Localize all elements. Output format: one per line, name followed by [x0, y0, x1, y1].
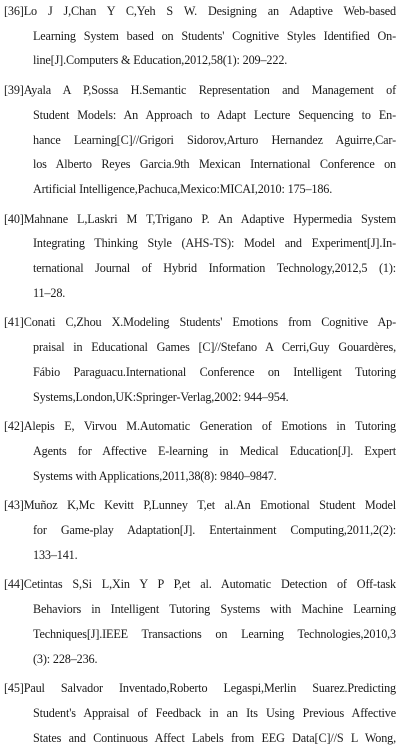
reference-line: Student's Appraisal of Feedback in an Its Using Previous Affective	[33, 705, 396, 720]
reference-line: Integrating Thinking Style (AHS-TS): Model and Experiment[J].In-	[33, 236, 396, 251]
reference-number: [39]	[4, 83, 24, 98]
reference-number: [43]	[4, 498, 24, 513]
reference-40	[4, 207, 396, 306]
reference-list	[4, 0, 396, 755]
reference-line: Fábio Paraguacu.International Conference on Intelligent Tutoring	[33, 364, 396, 379]
reference-number: [40]	[4, 211, 24, 226]
reference-line: [41]Conati C,Zhou X.Modeling Students' Emotions from Cognitive Ap-	[4, 315, 396, 330]
reference-42	[4, 414, 396, 488]
reference-line: [40]Mahnane L,Laskri M T,Trigano P. An Adaptive Hypermedia System	[4, 211, 396, 226]
reference-41	[4, 310, 396, 409]
reference-44	[4, 572, 396, 671]
reference-line: [43]Muñoz K,Mc Kevitt P,Lunney T,et al.An Emotional Student Model	[4, 498, 396, 513]
reference-line: States and Continuous Affect Labels from EEG Data[C]//S L Wong,	[33, 730, 396, 745]
reference-45	[4, 676, 396, 750]
reference-line: [36]Lo J J,Chan Y C,Yeh S W. Designing an Adaptive Web-based	[4, 4, 396, 18]
reference-line: Systems with Applications,2011,38(8): 9840–9847.	[33, 468, 277, 483]
reference-number: [45]	[4, 681, 24, 696]
reference-line: [39]Ayala A P,Sossa H.Semantic Representation and Management of	[4, 83, 396, 98]
reference-line: for Game-play Adaptation[J]. Entertainment Computing,2011,2(2):	[33, 523, 396, 538]
reference-line: Learning System based on Students' Cognitive Styles Identified On-	[33, 28, 396, 43]
reference-line: [44]Cetintas S,Si L,Xin Y P P,et al. Automatic Detection of Off-task	[4, 577, 396, 592]
reference-line: [42]Alepis E, Virvou M.Automatic Generation of Emotions in Tutoring	[4, 419, 396, 434]
reference-line: ternational Journal of Hybrid Information Technology,2012,5 (1):	[33, 261, 396, 276]
reference-line: hance Learning[C]//Grigori Sidorov,Arturo Hernandez Aguirre,Car-	[33, 132, 396, 147]
reference-line: Artificial Intelligence,Pachuca,Mexico:MICAI,2010: 175–186.	[33, 181, 333, 196]
reference-line: 133–141.	[33, 547, 78, 562]
reference-line: Student Models: An Approach to Adapt Lecture Sequencing to En-	[33, 107, 396, 122]
reference-36	[4, 0, 396, 73]
reference-line: line[J].Computers & Education,2012,58(1): 209–222.	[33, 53, 288, 68]
reference-line: 11–28.	[33, 285, 66, 300]
reference-number: [36]	[4, 4, 24, 18]
reference-number: [41]	[4, 315, 24, 330]
reference-line: Systems,London,UK:Springer-Verlag,2002: 944–954.	[33, 389, 289, 404]
reference-line: Agents for Affective E-learning in Medical Education[J]. Expert	[33, 443, 396, 458]
reference-43	[4, 493, 396, 567]
reference-number: [42]	[4, 419, 24, 434]
reference-line: los Alberto Reyes Garcia.9th Mexican International Conference on	[33, 157, 396, 172]
reference-line: Behaviors in Intelligent Tutoring Systems with Machine Learning	[33, 602, 396, 617]
reference-line: praisal in Educational Games [C]//Stefano A Cerri,Guy Gouardères,	[33, 340, 396, 355]
reference-number: [44]	[4, 577, 24, 592]
reference-line: Techniques[J].IEEE Transactions on Learning Technologies,2010,3	[33, 626, 396, 641]
reference-line: [45]Paul Salvador Inventado,Roberto Legaspi,Merlin Suarez.Predicting	[4, 681, 396, 696]
reference-line: (3): 228–236.	[33, 651, 98, 666]
reference-39	[4, 78, 396, 202]
